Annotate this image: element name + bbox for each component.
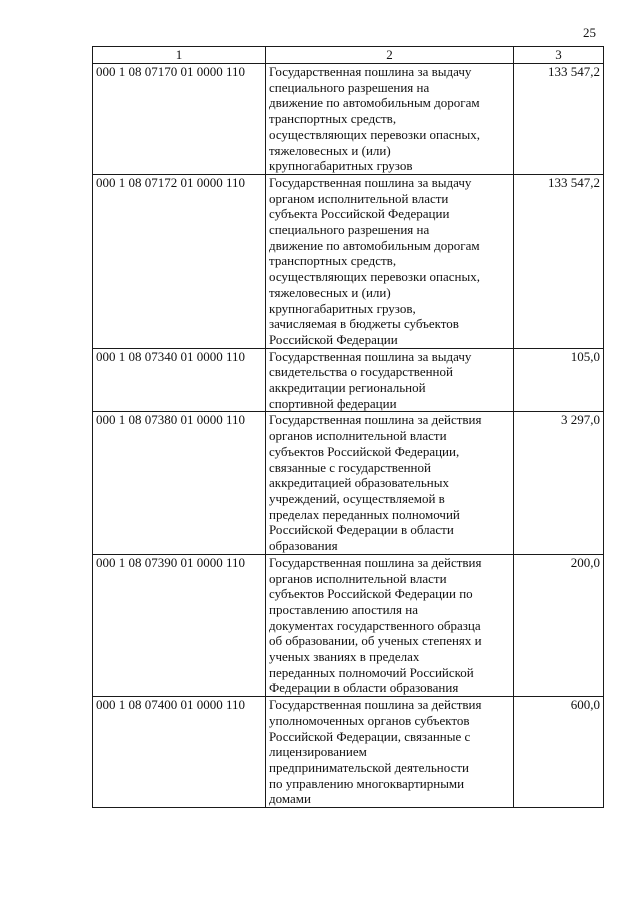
revenue-name-line: Государственная пошлина за действия: [269, 554, 482, 570]
table-row: [93, 174, 604, 348]
revenue-name-line: Российской Федерации: [269, 331, 398, 347]
revenue-name-line: Государственная пошлина за действия: [269, 697, 482, 713]
revenue-name-line: Российской Федерации в области: [269, 522, 454, 538]
revenue-name-line: домами: [269, 791, 311, 807]
revenue-name-line: образования: [269, 538, 338, 554]
revenue-name-line: предпринимательской деятельности: [269, 759, 469, 775]
table-body: [93, 64, 604, 808]
revenue-name: [266, 412, 514, 554]
revenue-amount: 133 547,2: [514, 64, 604, 175]
revenue-name: [266, 64, 514, 175]
revenue-code: 000 1 08 07400 01 0000 110: [93, 697, 266, 808]
column-header-name: 2: [266, 47, 514, 64]
revenue-name-line: по управлению многоквартирными: [269, 775, 465, 791]
revenue-name-line: связанные с государственной: [269, 459, 431, 475]
revenue-name-line: крупногабаритных грузов: [269, 158, 413, 174]
revenue-name-line: Государственная пошлина за действия: [269, 412, 482, 428]
revenue-name-line: пределах переданных полномочий: [269, 506, 460, 522]
revenue-amount: 600,0: [514, 697, 604, 808]
revenue-name: [266, 697, 514, 808]
revenue-name-line: об образовании, об ученых степенях и: [269, 633, 482, 649]
revenue-name-line: зачисляемая в бюджеты субъектов: [269, 316, 459, 332]
revenue-name-line: тяжеловесных и (или): [269, 142, 391, 158]
revenue-name-line: переданных полномочий Российской: [269, 664, 474, 680]
revenue-name-line: органом исполнительной власти: [269, 190, 449, 206]
table-row: [93, 412, 604, 554]
revenue-name: [266, 174, 514, 348]
revenue-name-line: проставлению апостиля на: [269, 601, 418, 617]
column-header-code: 1: [93, 47, 266, 64]
revenue-name-line: аккредитацией образовательных: [269, 475, 449, 491]
page-number: 25: [583, 25, 596, 40]
revenue-code: 000 1 08 07380 01 0000 110: [93, 412, 266, 554]
revenue-amount: 3 297,0: [514, 412, 604, 554]
revenue-code: 000 1 08 07172 01 0000 110: [93, 174, 266, 348]
budget-revenue-table: [92, 46, 604, 808]
revenue-name-line: Федерации в области образования: [269, 680, 459, 696]
revenue-name-line: специального разрешения на: [269, 222, 430, 238]
table-row: [93, 554, 604, 696]
table-row: [93, 697, 604, 808]
revenue-amount: 200,0: [514, 554, 604, 696]
revenue-name-line: субъектов Российской Федерации по: [269, 586, 473, 602]
revenue-name-line: субъекта Российской Федерации: [269, 206, 450, 222]
revenue-name-line: лицензированием: [269, 744, 367, 760]
revenue-name-line: документах государственного образца: [269, 617, 481, 633]
revenue-name-line: движение по автомобильным дорогам: [269, 237, 480, 253]
revenue-name-line: ученых званиях в пределах: [269, 649, 420, 665]
revenue-name-line: органов исполнительной власти: [269, 428, 447, 444]
revenue-name-line: специального разрешения на: [269, 79, 430, 95]
revenue-name-line: крупногабаритных грузов,: [269, 300, 416, 316]
revenue-name-line: органов исполнительной власти: [269, 570, 447, 586]
revenue-name-line: транспортных средств,: [269, 111, 397, 127]
revenue-name-line: аккредитации региональной: [269, 380, 426, 396]
revenue-name-line: спортивной федерации: [269, 395, 397, 411]
revenue-name-line: Государственная пошлина за выдачу: [269, 348, 472, 364]
revenue-name-line: транспортных средств,: [269, 253, 397, 269]
revenue-name: [266, 348, 514, 412]
revenue-name-line: субъектов Российской Федерации,: [269, 443, 460, 459]
revenue-name-line: учреждений, осуществляемой в: [269, 490, 445, 506]
revenue-amount: 105,0: [514, 348, 604, 412]
revenue-name-line: движение по автомобильным дорогам: [269, 95, 480, 111]
revenue-name-line: Российской Федерации, связанные с: [269, 728, 471, 744]
revenue-code: 000 1 08 07390 01 0000 110: [93, 554, 266, 696]
revenue-name-line: Государственная пошлина за выдачу: [269, 64, 472, 79]
revenue-name-line: уполномоченных органов субъектов: [269, 712, 470, 728]
revenue-name-line: осуществляющих перевозки опасных,: [269, 126, 480, 142]
revenue-amount: 133 547,2: [514, 174, 604, 348]
revenue-name: [266, 554, 514, 696]
revenue-name-line: Государственная пошлина за выдачу: [269, 174, 472, 190]
revenue-code: 000 1 08 07340 01 0000 110: [93, 348, 266, 412]
revenue-name-line: осуществляющих перевозки опасных,: [269, 269, 480, 285]
column-header-amount: 3: [514, 47, 604, 64]
table-header-row: [93, 47, 604, 64]
revenue-name-line: свидетельства о государственной: [269, 364, 453, 380]
revenue-name-line: тяжеловесных и (или): [269, 284, 391, 300]
table-row: [93, 64, 604, 175]
table-row: [93, 348, 604, 412]
revenue-code: 000 1 08 07170 01 0000 110: [93, 64, 266, 175]
